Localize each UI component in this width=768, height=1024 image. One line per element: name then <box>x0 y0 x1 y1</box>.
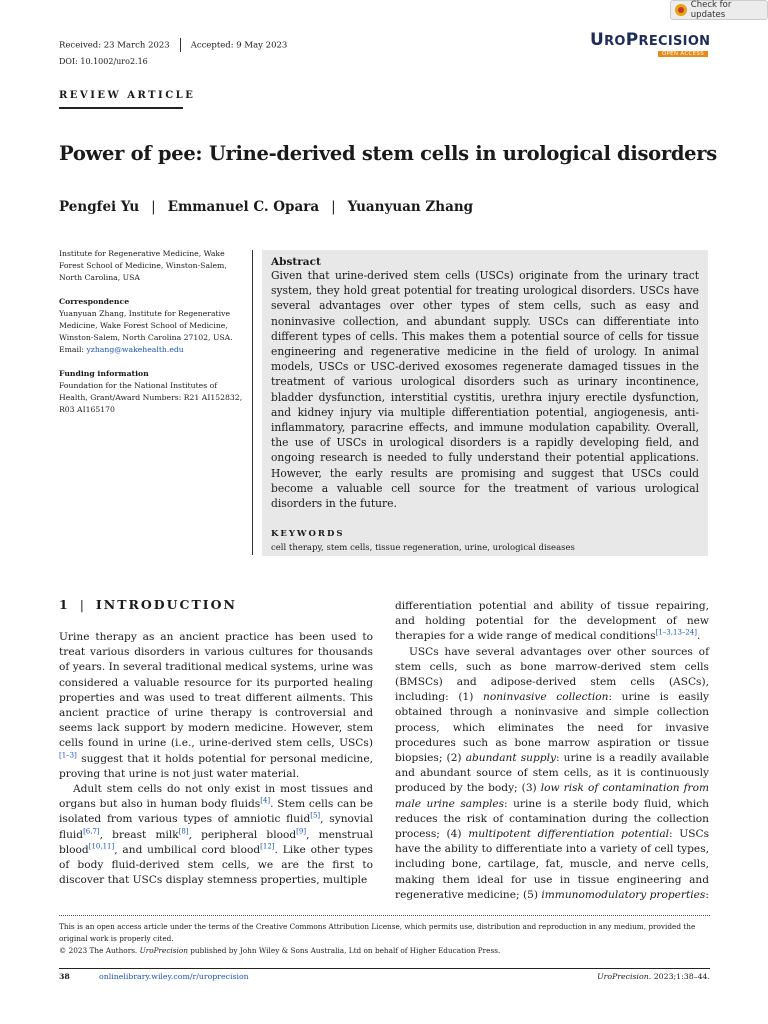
paragraph <box>395 645 709 903</box>
text: , synovial fluid <box>59 813 373 841</box>
author-name[interactable]: Yuanyuan Zhang <box>347 199 474 215</box>
text: . Like other types of body fluid-derived stem cells, we are the first to discover that USCs display stemness properties, multiple <box>59 843 373 887</box>
author-separator: | <box>331 199 336 215</box>
paragraph <box>395 599 709 645</box>
italic-term: abundant supply <box>465 752 556 765</box>
text: , breast milk <box>99 828 179 841</box>
email-link[interactable]: yzhang@wakehealth.edu <box>86 345 184 354</box>
italic-term: immunomodulatory properties <box>541 888 706 901</box>
text: , peripheral blood <box>188 828 297 841</box>
text: Urine therapy as an ancient practice has been used to treat various disorders in various cultures for thousands of years. In several traditional medical systems, urine was considered a valuable resource for its purported healing properties and was used to treat different ailments. This ancient practice of urine therapy is controversial and seems lack support by modern medicine. However, stem cells found in urine (i.e., urine-derived stem cells, USCs) <box>59 631 373 750</box>
divider <box>180 38 181 52</box>
correspondence-text <box>59 308 247 356</box>
citation-link[interactable]: [1–3,13–24] <box>655 628 698 637</box>
open-access-badge: OPEN ACCESS <box>658 51 708 57</box>
article-dates <box>59 38 287 52</box>
journal-name: UroPrecision <box>139 946 188 955</box>
abstract-heading: Abstract <box>271 256 321 268</box>
check-for-updates-label: Check for updates <box>690 0 732 20</box>
correspondence-heading: Correspondence <box>59 297 130 306</box>
text: : urine is a sterile body fluid, which reduces the risk of contamination during the collection process; (4) <box>395 797 710 841</box>
italic-term: low risk of contamination from male urine samples <box>395 782 710 810</box>
page-number: 38 <box>59 972 70 981</box>
text: Adult stem cells do not only exist in most tissues and organs but also in human body fluids <box>59 783 373 811</box>
citation-link[interactable]: [12] <box>260 842 275 851</box>
article-type: REVIEW ARTICLE <box>59 90 196 101</box>
citation-link[interactable]: [5] <box>310 811 321 820</box>
author-separator: | <box>151 199 156 215</box>
text: : urine is easily obtained through a noninvasive and simple collection process, which eliminates the need for invasive procedures such as bone marrow aspiration or tissue biopsies; (2) <box>395 691 709 765</box>
article-type-underline <box>59 107 183 109</box>
keywords-heading: KEYWORDS <box>271 529 345 540</box>
citation-link[interactable]: [8] <box>178 827 189 836</box>
text: , menstrual blood <box>59 828 373 856</box>
funding-text: Foundation for the National Institutes of Health, Grant/Award Numbers: R21 AI152832, R03 AI165170 <box>59 381 243 414</box>
citation-link[interactable]: [6,7] <box>83 827 100 836</box>
page-footer-rule <box>59 968 710 969</box>
journal-logo-text: UROPRECISION <box>590 30 711 50</box>
article-title: Power of pee: Urine-derived stem cells in urological disorders <box>59 142 717 165</box>
license-notice <box>59 921 710 957</box>
abstract-box <box>262 250 708 556</box>
text: suggest that it holds potential for personal medicine, proving that urine is not just water material. <box>59 752 373 780</box>
funding-heading: Funding information <box>59 369 149 378</box>
text: . Stem cells can be isolated from various types of amniotic fluid <box>59 798 373 826</box>
section-number: 1 <box>59 597 70 612</box>
paragraph <box>59 782 373 888</box>
text: 2023;1:38–44. <box>651 972 710 981</box>
paragraph <box>59 630 373 782</box>
body-column-left <box>59 630 373 888</box>
license-text: This is an open access article under the terms of the Creative Commons Attribution License, which permits use, distribution and reproduction in any medium, provided the original work is properly cited. <box>59 922 696 943</box>
journal-logo <box>590 30 710 60</box>
article-info-column <box>59 248 247 428</box>
update-icon <box>675 4 687 16</box>
accepted-date: Accepted: 9 May 2023 <box>190 40 288 51</box>
italic-term: noninvasive collection <box>483 691 609 704</box>
text: USCs have several advantages over other sources of stem cells, such as bone marrow-derived stem cells (BMSCs) and adipose-derived stem cells (ASCs), including: (1) <box>395 645 709 704</box>
section-title: INTRODUCTION <box>95 597 237 612</box>
text: : USCs have the ability to differentiate into a variety of cell types, including bone, cartilage, fat, muscle, and nerve cells, making them ideal for use in tissue engineering and regenerative medicine; (5) <box>395 828 710 901</box>
text: published by John Wiley & Sons Australia, Ltd on behalf of Higher Education Press. <box>187 946 501 955</box>
affiliation: Institute for Regenerative Medicine, Wake Forest School of Medicine, Winston-Salem, North Carolina, USA <box>59 249 227 282</box>
footer-divider <box>59 915 710 916</box>
text: : <box>705 888 709 901</box>
correspondence-address: Yuanyuan Zhang, Institute for Regenerative Medicine, Wake Forest School of Medicine, Winston-Salem, North Carolina 27102, USA. <box>59 309 233 342</box>
check-for-updates-button[interactable] <box>670 0 768 20</box>
copyright <box>59 945 710 957</box>
page-citation <box>597 972 710 981</box>
text: . <box>697 630 701 643</box>
citation-link[interactable]: [1–3] <box>59 751 77 760</box>
text: differentiation potential and ability of tissue repairing, and holding potential for the development of new therapies for a wide range of medical conditions <box>395 600 709 643</box>
column-divider <box>252 250 253 555</box>
italic-term: multipotent differentiation potential <box>468 828 670 841</box>
section-separator: | <box>79 597 86 612</box>
keywords-list: cell therapy, stem cells, tissue regeneration, urine, urological diseases <box>271 543 575 554</box>
journal-link[interactable]: onlinelibrary.wiley.com/r/uroprecision <box>99 972 249 981</box>
author-name[interactable]: Pengfei Yu <box>59 199 140 215</box>
citation-link[interactable]: [4] <box>260 796 271 805</box>
text: , and umbilical cord blood <box>114 843 261 856</box>
citation-link[interactable]: [9] <box>296 827 307 836</box>
email-label: Email: <box>59 345 87 354</box>
text: © 2023 The Authors. <box>59 946 140 955</box>
abstract-text: Given that urine-derived stem cells (USCs) originate from the urinary tract system, they hold great potential for treating urological disorders. USCs have several advantages over other types of stem cells, such as easy and noninvasive collection, and abundant supply. USCs can differentiate into different types of cells. This makes them a potential source of cells for tissue engineering and regenerative medicine in the field of urology. In animal models, USCs or USC-derived exosomes regenerate damaged tissues in the treatment of various urological disorders such as urinary incontinence, bladder dysfunction, interstitial cystitis, urethra injury erectile dysfunction, and kidney injury via multiple differentiation potential, angiogenesis, anti-inflammatory, paracrine effects, and immune modulation capability. Overall, the use of USCs in urological disorders is a rapidly developing field, and ongoing research is needed to fully understand their potential applications. However, the early results are promising and suggest that USCs could become a valuable cell source for the treatment of various urological disorders in the future. <box>271 269 699 511</box>
text: : urine is a readily available and abundant source of stem cells, as it is continuously produced by the body; (3) <box>395 752 710 795</box>
doi[interactable]: DOI: 10.1002/uro2.16 <box>59 57 148 66</box>
citation-link[interactable]: [10,11] <box>88 842 115 851</box>
journal-name: UroPrecision. <box>597 972 652 981</box>
author-list <box>59 199 473 215</box>
author-name[interactable]: Emmanuel C. Opara <box>167 199 320 215</box>
body-column-right <box>395 599 709 903</box>
received-date: Received: 23 March 2023 <box>59 40 170 51</box>
section-heading <box>59 597 237 612</box>
